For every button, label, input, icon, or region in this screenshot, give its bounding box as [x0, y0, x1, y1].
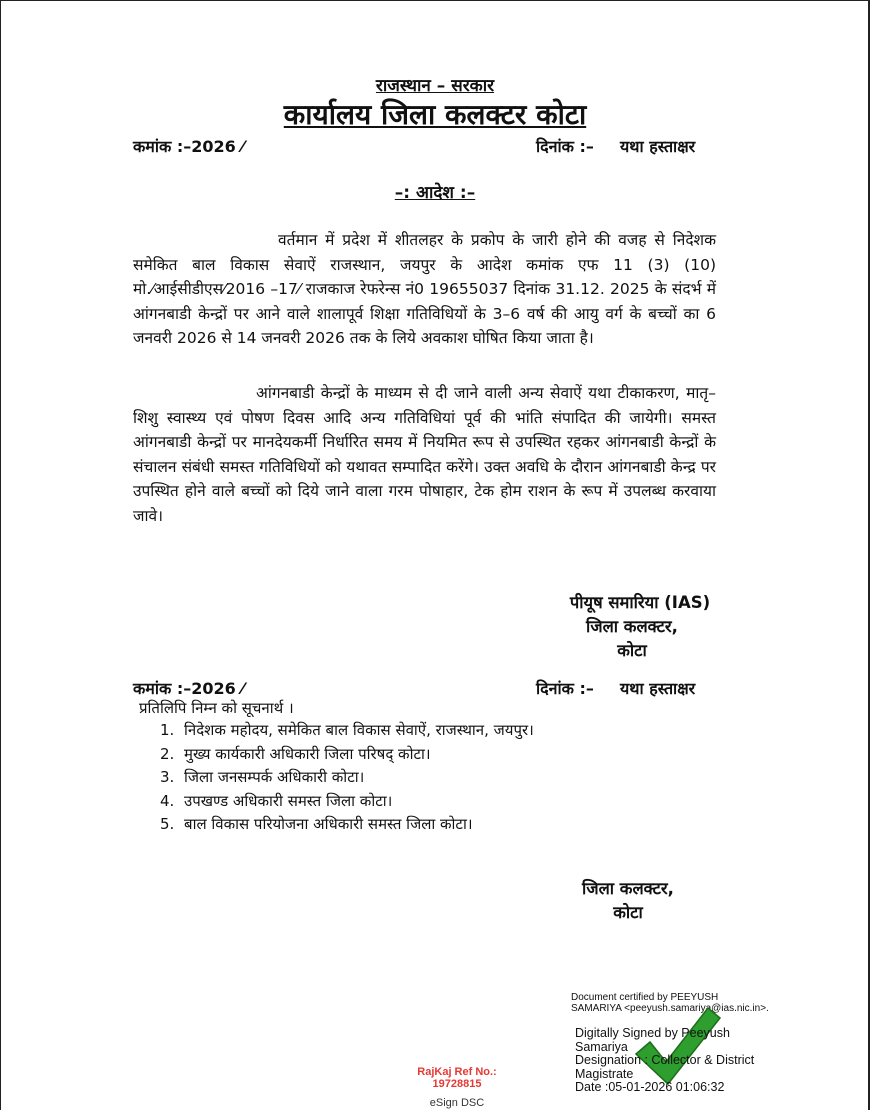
- copy-reference-number: कमांक :–2026 ⁄: [133, 679, 245, 698]
- list-item: 5. बाल विकास परियोजना अधिकारी समस्त जिला कोटा।: [160, 815, 473, 833]
- government-heading: राजस्थान – सरकार: [375, 76, 495, 96]
- esign-label: eSign DSC: [429, 1097, 485, 1109]
- list-item: 1. निदेशक महोदय, समेकित बाल विकास सेवाऐं, राजस्थान, जयपुर।: [160, 721, 534, 739]
- order-title: –: आदेश :–: [394, 183, 476, 203]
- signatory-name: पीयूष समारिया (IAS): [569, 593, 711, 612]
- copy-recipient-list: [160, 719, 534, 837]
- document-certification: Document certified by PEEYUSH SAMARIYA <peeyush.samariya@ias.nic.in>.: [571, 992, 769, 1014]
- list-item: 2. मुख्य कार्यकारी अधिकारी जिला परिषद् कोटा।: [160, 744, 431, 763]
- rajkaj-reference: RajKaj Ref No.: 19728815: [417, 1066, 497, 1090]
- order-paragraph-2: आंगनबाडी केन्द्रों के माध्यम से दी जाने वाली अन्य सेवाऐं यथा टीकाकरण, मातृ–शिशु स्वास्थ्य एवं पोषण दिवस आदि अन्य गतिविधियां पूर्व की भांति संपादित की जायेगी। समस्त आंगनबाडी केन्द्रों पर मानदेयकर्मी निर्धारित समय में नियमित रूप से उपस्थित रहकर आंगनबाडी केन्द्रों के संचालन संबंधी समस्त गतिविधियों को यथावत सम्पादित करेंगे। उक्त अवधि के दौरान आंगनबाडी केन्द्र पर उपस्थित होने वाले बच्चों को दिये जाने वाला गरम पोषाहार, टेक होम राशन के रूप में उपलब्ध करवाया जावे।: [133, 384, 716, 525]
- page-border-top: [0, 0, 870, 1]
- office-title: कार्यालय जिला कलक्टर कोटा: [283, 98, 587, 131]
- copy-date-value: यथा हस्ताक्षर: [620, 679, 696, 698]
- reference-number: कमांक :–2026 ⁄: [133, 137, 245, 156]
- page-border-left: [0, 0, 1, 1110]
- date-label: दिनांक :–: [536, 137, 594, 156]
- copy-date-label: दिनांक :–: [536, 679, 594, 698]
- date-value: यथा हस्ताक्षर: [620, 137, 696, 156]
- list-item: 4. उपखण्ड अधिकारी समस्त जिला कोटा।: [160, 791, 393, 810]
- copy-intro: प्रतिलिपि निम्न को सूचनार्थ ।: [139, 699, 294, 717]
- signatory-designation: जिला कलक्टर,: [586, 617, 678, 636]
- list-item: 3. जिला जनसम्पर्क अधिकारी कोटा।: [160, 768, 365, 786]
- copy-sign-place: कोटा: [613, 903, 643, 922]
- order-paragraph-1: वर्तमान में प्रदेश में शीतलहर के प्रकोप के जारी होने की वजह से निदेशक समेकित बाल विकास सेवाऐं राजस्थान, जयपुर के आदेश कमांक एफ 11 (3) (10) मो.⁄आईसीडीएस⁄2016 –17⁄ राजकाज रेफरेन्स नं0 19655037 दिनांक 31.12. 2025 के संदर्भ में आंगनबाडी केन्द्रों पर आने वाले शालापूर्व शिक्षा गतिविधियों के 3–6 वर्ष की आयु वर्ग के बच्चों का 6 जनवरी 2026 से 14 जनवरी 2026 तक के लिये अवकाश घोषित किया जाता है।: [133, 231, 716, 347]
- copy-sign-designation: जिला कलक्टर,: [582, 879, 674, 898]
- digital-signature-details: Digitally Signed by Peeyush Samariya Designation : Collector & District Magistrate Date :05-01-2026 01:06:32: [575, 1026, 755, 1094]
- signatory-place: कोटा: [617, 641, 647, 660]
